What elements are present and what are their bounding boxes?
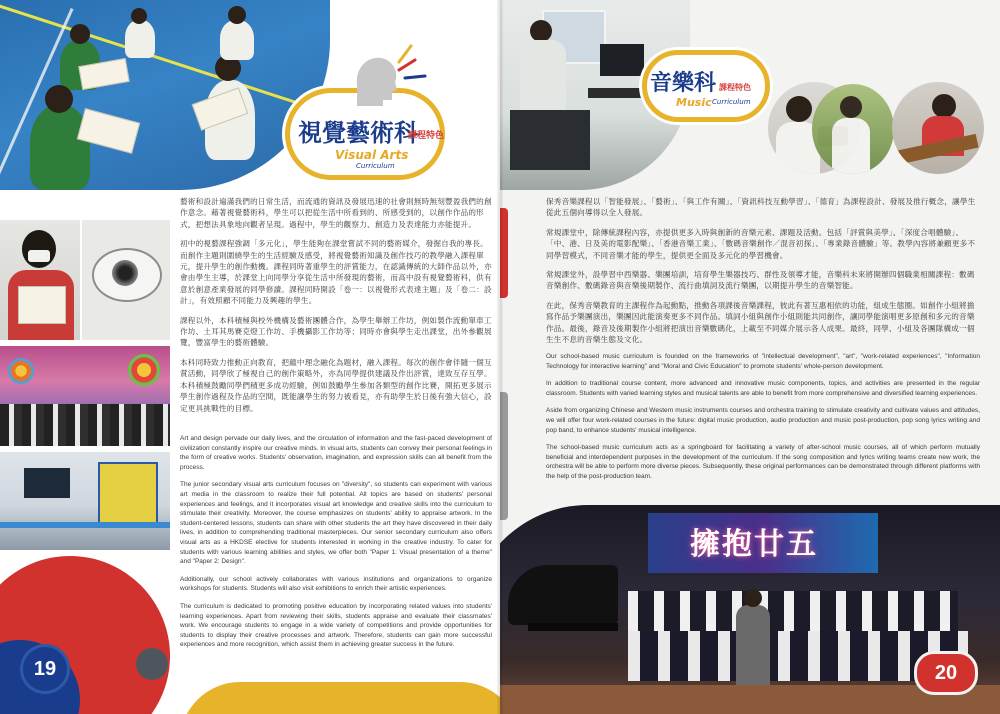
en-paragraph: The junior secondary visual arts curriculum focuses on "diversity", so students can experiment with various art media in the classroom to realize their full potential. All topics are based on students' personal experiences and feelings, and it incorporates visual art knowledge and creative skills into the curriculum to stimulate their creativity. Moreover, the course emphasizes on students' ability to appraise artwork. In the student-centered lessons, students can share with other students the art they have discovered in their daily lives, in addition to comprehending traditional masterpieces. Our senior secondary curriculum also offers visual arts as a HKDSE elective for students interested in working in the creative industry. To cater for students with various learning abilities and styles, we offer both "Paper 1: Visual presentation of a theme" and "Paper 2: Design". (180, 481, 492, 566)
page-number-20: 20 (914, 651, 978, 695)
counter-stripe (0, 522, 170, 528)
conductor-head (744, 589, 762, 607)
computer-monitor (600, 44, 644, 76)
display-screen (24, 468, 70, 498)
zh-paragraph: 在此，保秀音樂教育的主課程作為起動點，推動各項課後音樂課程，彼此有著互惠相依的功能，組成生態圈。如創作小組將擔寫作品予樂團演出，樂團因此能演奏更多不同作品。填詞小組與創作小組則能共同創作，讓同學能演唱更多原創和多元的音樂作品。最後，錄音及後期製作小組將把演出音樂數碼化，上載至不同媒介展示各人成果。最終，同學、小組及各團隊構成一個生生不息的音樂生態及文化。 (546, 300, 975, 345)
student-with-certificate-photo (0, 220, 80, 340)
music-page (500, 0, 1000, 714)
student-head (22, 230, 56, 268)
group-of-students (0, 404, 170, 446)
student-violin-circle-photo (812, 84, 894, 174)
flower-decoration (8, 358, 34, 384)
en-paragraph: The curriculum is dedicated to promoting positive education by incorporating related values into students' learning experiences. Apart from reviewing their skills, students appraise and evaluate their classmates' work. We encourage students to engage in a wide variety of competitions and provide opportunities for students to display their creative processes and artwork. Therefore, students can gain more successful experiences and more recognition, which assist them in achieving greater success in the future. (180, 602, 492, 649)
visual-arts-title-zh: 視覺藝術科 (298, 118, 418, 147)
student-head (70, 24, 90, 44)
notice-board (98, 462, 158, 526)
student-head (932, 94, 956, 118)
student-figure (30, 105, 90, 190)
music-title-zh: 音樂科 (650, 70, 717, 96)
guzheng-circle-photo (892, 82, 984, 174)
student-figure (125, 20, 155, 58)
zh-paragraph: 初中的視藝課程強調「多元化」，學生能夠在課堂嘗試不同的藝術媒介，發掘自我的專長。而創作主題則圍繞學生的生活經驗及感受，將視覺藝術知識及創作技巧的教學融入課程單元，提升學生的創作動機。課程同時著重學生的評賞能力，在認識傳統的大師作品以外，亦會由學生主導，於課堂上向同學分享從生活中所發現的藝術，而高中設有視覺藝術科，供有意於創意產業發展的同學修讀。課程同時開設「卷一：以視覺形式表達主題」及「卷二：設計」，有效照顧不同能力及興趣的學生。 (180, 239, 492, 306)
en-paragraph: Our school-based music curriculum is founded on the frameworks of "intellectual development", "art", "work-related experiences", "Information Technology for interactive learning" and "Moral and Civic Education" to promote students' whole-person development. (546, 353, 980, 370)
page-number-19: 19 (20, 644, 70, 694)
orchestra-members (628, 591, 958, 631)
en-paragraph: Aside from organizing Chinese and Western music instruments courses and orchestra training to stimulate creativity and cultivate values and attitudes, we will offer four work-related courses in the future: digital music production, audio production and music post-production, pop song lyrics writing and pop band, to enhance students' musical intelligence. (546, 407, 980, 434)
certificate (18, 286, 66, 324)
zh-paragraph: 課程以外，本科積極與校外機構及藝術團體合作，為學生舉辦工作坊，例如製作流動單車工作坊、土耳其馬賽克燈工作坊、手機攝影工作坊等；同時亦會與學生走出課堂，出外參觀展覽，豐富學生的藝術體驗。 (180, 315, 492, 348)
visual-arts-title-zh-small: 課程特色 (408, 131, 445, 141)
conductor (736, 605, 770, 685)
student-head (45, 85, 73, 113)
music-title-zh-small: 課程特色 (719, 82, 751, 92)
music-title-en: Music (676, 96, 712, 109)
student-head (131, 8, 147, 24)
student-head (228, 6, 246, 24)
music-chinese-text (546, 196, 980, 353)
student-shirt (832, 118, 870, 174)
music-english-text (546, 352, 980, 490)
arts-rays-icon (395, 40, 435, 90)
face-mask (28, 250, 50, 262)
zh-paragraph: 本科同時致力推動正向教育，把蘊中理念融化為題材，融入課程。每次的創作會伴隨一個互賞活動，同學欣了極視自己的創作策略外，亦為同學提供建議及作出評賞，達致互存互學。本科積極鼓勵同學們積更多成功經驗，例如鼓勵學生參加各類型的創作比賽，開拓更多展示學生創作過程及作品的空間，既能讓學生的努力被看見，亦有助學生於日後有強大信心，設定更具挑戰性的目標。 (180, 357, 492, 413)
piano-keys (528, 623, 618, 631)
en-paragraph: In addition to traditional course content, more advanced and innovative music components, topics, and activities are presented in the regular classroom. Students with varied learning styles and musical talents are able to benefit from more comprehensive and diversified learning experiences. (546, 380, 980, 397)
visual-arts-title-en: Visual Arts (335, 148, 409, 162)
visual-arts-chinese-text (180, 196, 492, 422)
zh-paragraph: 藝術和設計遍滿我們的日常生活，而流通的資訊及發展迅速的社會則無時無刻豐盈我們的創作意念。藉著視覺藝術科，學生可以把從生活中所看到的、所感受到的，以創作作品的形式，把想法具象地向觀者呈現。過程中，學生的觀察力、創造力及表達能力亦能提升。 (180, 197, 492, 229)
en-paragraph: The school-based music curriculum acts as a springboard for facilitating a variety of after-school music courses, all of which perform mutually beneficial and interdependent purposes in the development of the curriculum. If the song composition and lyrics writing teams create new work, the orchestra will be able to perform more diverse pieces. Subsequently, these original performances can be demonstrated through different platforms with the help of the post-production team. (546, 444, 980, 480)
student-head (840, 96, 862, 118)
gold-arc-decoration (180, 682, 500, 714)
page-gutter (497, 0, 503, 714)
zh-paragraph: 常規課堂中，除傳統課程內容，亦提供更多入時與創新的音樂元素、課題及活動。包括「評賞與美學」、「深度合唱體驗」、「中、港、日及美的電影配樂」、「香港音樂工業」、「數碼音樂創作／混音初探」、「專業錄音體驗」等。教學內容將兼顧更多不同學習模式，不同音樂才能的學生，提供更全面及多元化的學習機會。 (546, 227, 976, 260)
grey-dot-decoration (136, 648, 168, 680)
teacher-head (786, 96, 812, 122)
eye-drawing-photo (82, 220, 170, 340)
student-figure (520, 40, 566, 110)
stage-banner-text: 擁抱廿五 (690, 527, 818, 562)
music-title-en-sub: Curriculum (712, 98, 751, 106)
exhibition-group-photo (0, 346, 170, 446)
eye-iris (112, 260, 138, 286)
student-trousers (510, 110, 590, 170)
student-head (530, 20, 552, 42)
visual-arts-english-text (180, 434, 492, 658)
flower-decoration (128, 354, 160, 386)
zh-paragraph: 保秀音樂課程以「智能發展」、「藝術」、「與工作有關」、「資訊科技互動學習」、「德育」為課程設計、發展及推行概念，讓學生從此五個向導得以全人發展。 (546, 197, 976, 218)
en-paragraph: Art and design pervade our daily lives, and the circulation of information and the fast-paced development of civilization constantly inspire our creative minds. In visual arts, students can convey their personal feelings in the form of creative works. Students' observation, imagination, and expression skills can all benefit from the process. (180, 435, 492, 471)
grand-piano (508, 565, 618, 625)
visual-arts-title-en-sub: Curriculum (356, 162, 395, 170)
en-paragraph: Additionally, our school actively collaborates with various institutions and organizations to organize workshops for students. Students will also visit exhibitions to enrich their artistic experiences. (180, 575, 492, 593)
art-room-photo (0, 452, 170, 550)
student-figure (220, 20, 254, 60)
zh-paragraph: 常規課堂外，設學習中西樂器、樂團培訓，培育學生樂器技巧、群性及領導才能，音樂科未來將開辦四個職業相關課程：數碼音樂創作、數碼錄音與音樂後期製作、流行曲填詞及流行樂團，以期提升學生的音樂智能。 (546, 270, 975, 291)
students-sketching-photo (0, 0, 330, 190)
